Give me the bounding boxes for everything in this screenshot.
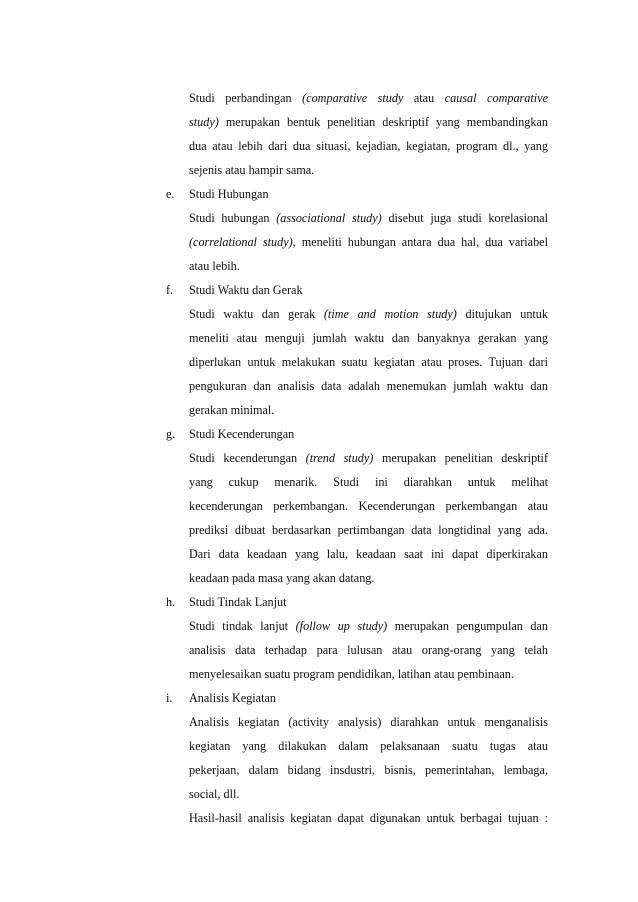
section-g-line-1	[189, 450, 548, 466]
section-e-line-3: atau lebih.	[189, 259, 240, 273]
text-span: Studi kecenderungan	[189, 451, 306, 465]
intro-line-2	[189, 114, 548, 130]
section-f-line-5: gerakan minimal.	[189, 403, 275, 417]
section-e-line-1	[189, 210, 548, 226]
section-heading-e: Studi Hubungan	[189, 187, 269, 201]
section-heading-i: Analisis Kegiatan	[189, 691, 276, 705]
term-study: study)	[189, 115, 219, 129]
section-f-line-4: pengukuran dan analisis data adalah menemukan jumlah waktu dan	[189, 379, 548, 393]
term-follow-up-study: (follow up study)	[295, 619, 388, 633]
list-marker-f: f.	[166, 283, 174, 297]
section-f-line-1	[189, 306, 548, 322]
list-marker-g: g.	[166, 427, 176, 441]
term-trend-study: (trend study)	[305, 451, 374, 465]
list-marker-i: i.	[166, 691, 173, 705]
section-g-line-6: keadaan pada masa yang akan datang.	[189, 571, 375, 585]
section-e-line-2	[189, 234, 548, 250]
list-marker-e: e.	[166, 187, 175, 201]
section-g-line-2: yang cukup menarik. Studi ini diarahkan untuk melihat	[189, 475, 548, 489]
section-g-line-5: Dari data keadaan yang lalu, keadaan saat ini dapat diperkirakan	[189, 547, 548, 561]
section-i-line-1: Analisis kegiatan (activity analysis) diarahkan untuk menganalisis	[189, 715, 548, 729]
term-causal-comparative: causal comparative	[444, 91, 548, 105]
intro-line-1	[189, 90, 548, 106]
intro-line-4: sejenis atau hampir sama.	[189, 163, 315, 177]
text-span: Studi waktu dan gerak	[189, 307, 324, 321]
section-h-line-2: analisis data terhadap para lulusan atau orang-orang yang telah	[189, 643, 548, 657]
section-i-line-4: social, dll.	[189, 787, 240, 801]
text-span: Studi hubungan	[189, 211, 277, 225]
term-associational-study: (associational study)	[276, 211, 382, 225]
section-g-line-3: kecenderungan perkembangan. Kecenderungan perkembangan atau	[189, 499, 548, 513]
section-i-line-5: Hasil-hasil analisis kegiatan dapat digunakan untuk berbagai tujuan :	[189, 811, 548, 825]
section-h-line-3: menyelesaikan suatu program pendidikan, latihan atau pembinaan.	[189, 667, 514, 681]
text-span: merupakan penelitian deskriptif	[373, 451, 548, 465]
section-heading-f: Studi Waktu dan Gerak	[189, 283, 303, 297]
text-span: Studi perbandingan	[189, 91, 303, 105]
text-span: merupakan pengumpulan dan	[387, 619, 548, 633]
section-heading-g: Studi Kecenderungan	[189, 427, 295, 441]
list-marker-h: h.	[166, 595, 176, 609]
section-i-line-3: pekerjaan, dalam bidang insdustri, bisnis, pemerintahan, lembaga,	[189, 763, 548, 777]
intro-line-3: dua atau lebih dari dua situasi, kejadian, kegiatan, program dl., yang	[189, 139, 548, 153]
text-span: ditujukan untuk	[456, 307, 548, 321]
text-span: Studi tindak lanjut	[189, 619, 296, 633]
text-span: merupakan bentuk penelitian deskriptif yang membandingkan	[218, 115, 548, 129]
section-heading-h: Studi Tindak Lanjut	[189, 595, 287, 609]
section-f-line-3: diperlukan untuk melakukan suatu kegiatan atau proses. Tujuan dari	[189, 355, 548, 369]
section-g-line-4: prediksi dibuat berdasarkan pertimbangan data longtidinal yang ada.	[189, 523, 548, 537]
term-comparative-study: (comparative study	[302, 91, 404, 105]
section-f-line-2: meneliti atau menguji jumlah waktu dan banyaknya gerakan yang	[189, 331, 548, 345]
term-correlational-study: (correlational study),	[189, 235, 296, 249]
text-span: meneliti hubungan antara dua hal, dua variabel	[295, 235, 548, 249]
term-time-motion-study: (time and motion study)	[323, 307, 457, 321]
text-span: disebut juga studi korelasional	[381, 211, 548, 225]
section-i-line-2: kegiatan yang dilakukan dalam pelaksanaan suatu tugas atau	[189, 739, 548, 753]
section-h-line-1	[189, 618, 548, 634]
text-span: atau	[403, 91, 445, 105]
